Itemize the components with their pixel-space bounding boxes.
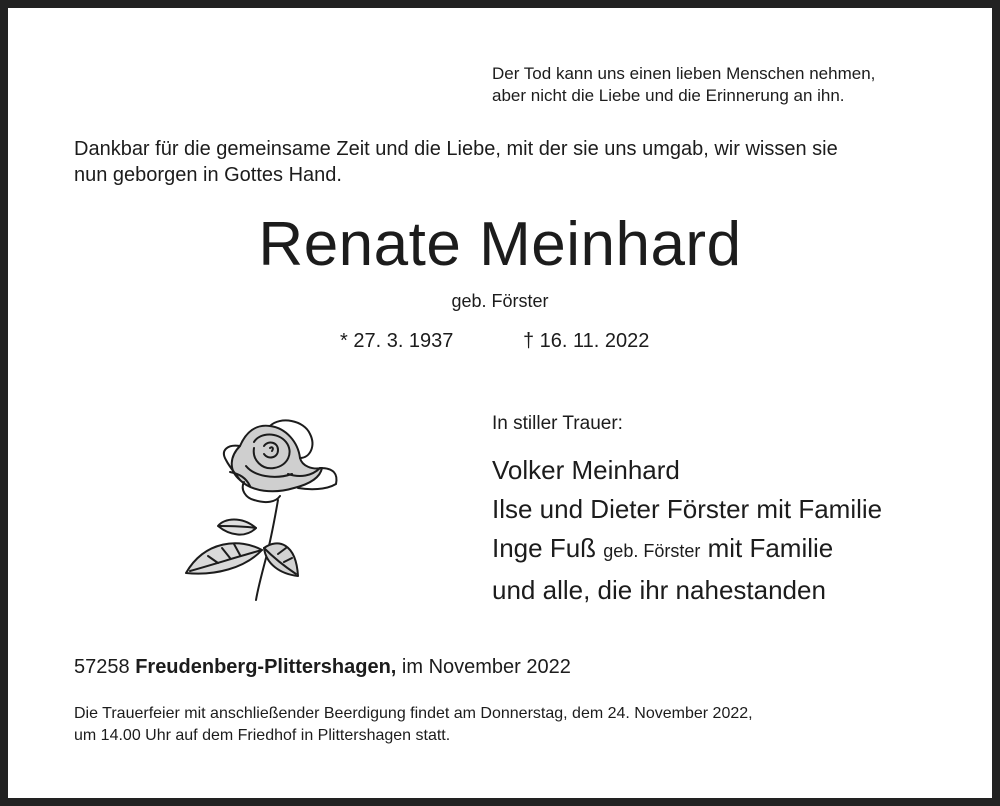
place-date-line — [74, 656, 571, 679]
town-name: Freudenberg-Plittershagen, — [135, 656, 397, 678]
birth-date: * 27. 3. 1937 — [340, 330, 454, 352]
mourner-line-3-maiden: geb. Förster — [603, 541, 701, 561]
funeral-info — [74, 703, 934, 747]
death-date: † 16. 11. 2022 — [523, 330, 650, 352]
motto-line-1: Der Tod kann uns einen lieben Menschen nehmen, — [492, 64, 876, 83]
mourner-line-3-name: Inge Fuß — [492, 533, 597, 563]
notice-date: im November 2022 — [401, 656, 571, 678]
maiden-name: geb. Förster — [451, 291, 549, 311]
funeral-line-2: um 14.00 Uhr auf dem Friedhof in Plittershagen statt. — [74, 727, 451, 744]
mourner-line-3 — [492, 529, 882, 571]
motto-quote — [492, 63, 875, 107]
funeral-line-1: Die Trauerfeier mit anschließender Beerdigung findet am Donnerstag, dem 24. November 2022, — [74, 705, 753, 722]
mourner-line-3-rest: mit Familie — [707, 533, 834, 563]
mourners-list — [492, 451, 882, 610]
intro-line-1: Dankbar für die gemeinsame Zeit und die Liebe, mit der sie uns umgab, wir wissen sie — [74, 138, 838, 160]
motto-line-2: aber nicht die Liebe und die Erinnerung an ihn. — [492, 86, 845, 105]
mourner-line-4: und alle, die ihr nahestanden — [492, 575, 826, 605]
deceased-name: Renate Meinhard — [258, 210, 742, 279]
intro-line-2: nun geborgen in Gottes Hand. — [74, 164, 342, 186]
postal-code: 57258 — [74, 656, 130, 678]
mourner-line-2: Ilse und Dieter Förster mit Familie — [492, 494, 883, 524]
mourner-line-1: Volker Meinhard — [492, 455, 680, 485]
rose-icon — [170, 408, 350, 608]
intro-text — [74, 136, 944, 188]
mourning-label: In stiller Trauer: — [492, 413, 623, 434]
